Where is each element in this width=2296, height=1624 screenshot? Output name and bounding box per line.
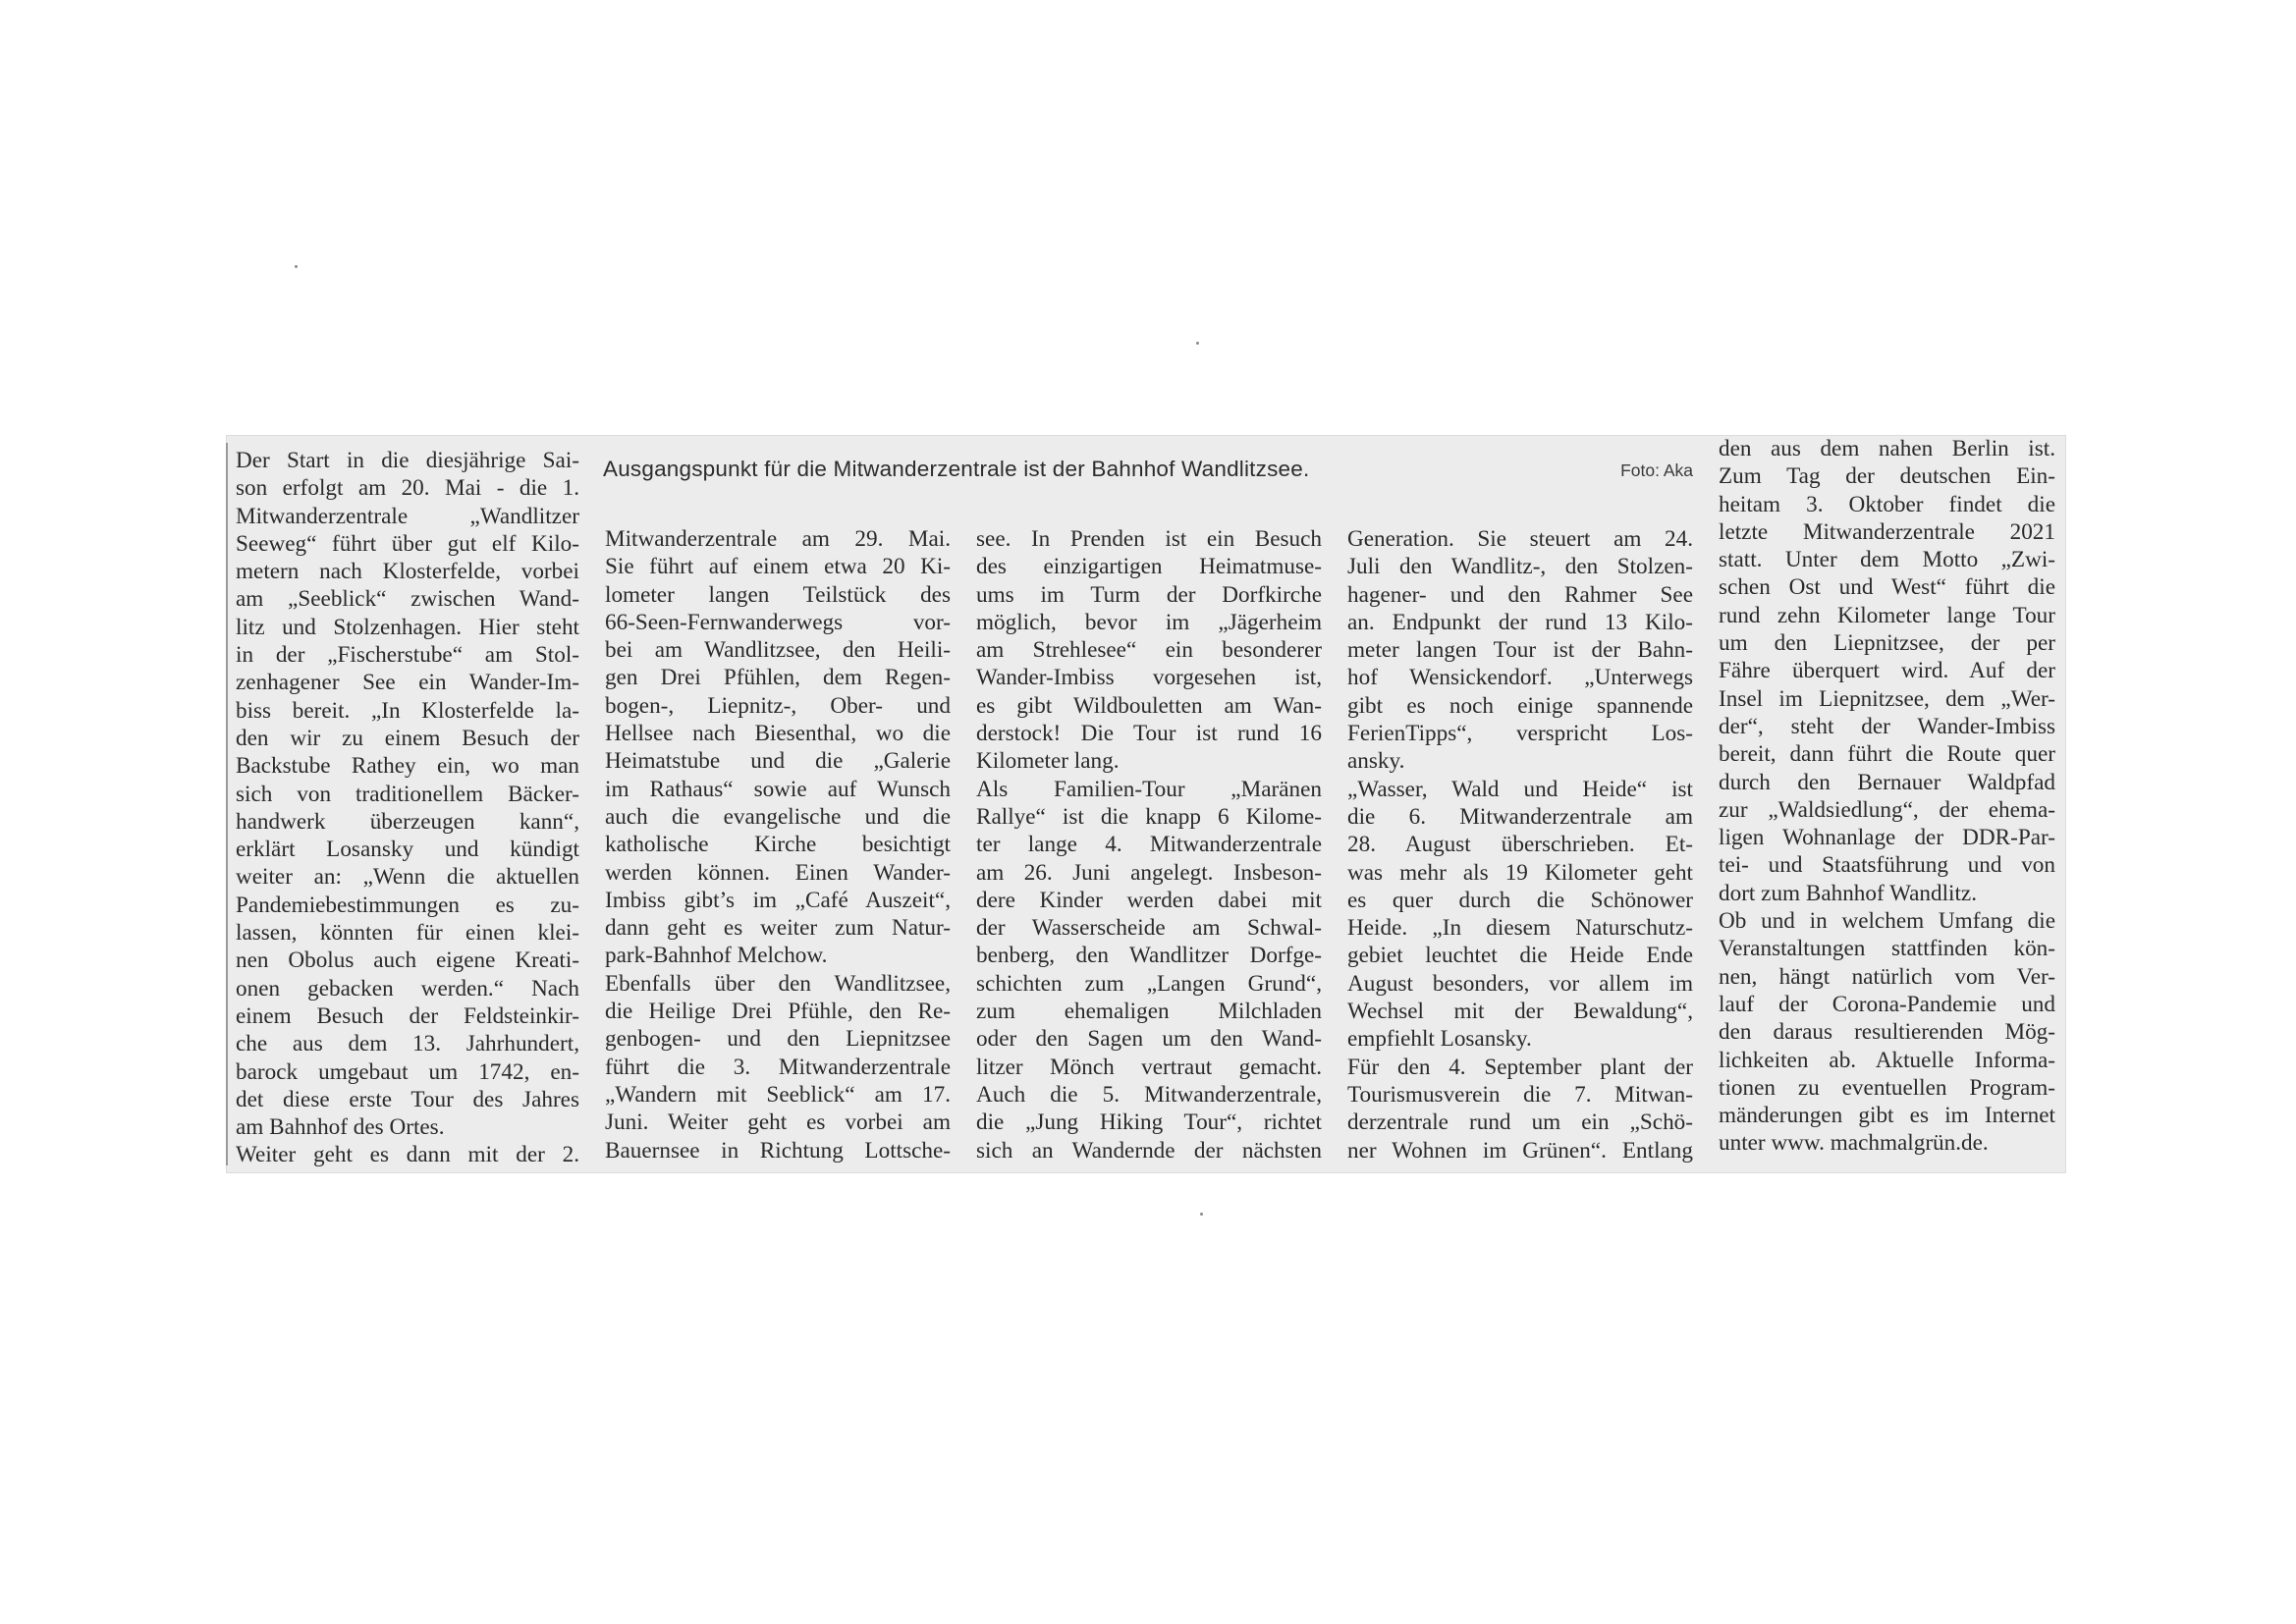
article-line: den wir zu einem Besuch der (236, 725, 579, 751)
article-line: Heide. „In diesem Naturschutz- (1347, 915, 1693, 942)
article-line: den daraus resultierenden Mög- (1719, 1019, 2055, 1046)
article-line: die 6. Mitwanderzentrale am (1347, 803, 1693, 830)
article-line: Pandemiebestimmungen es zu- (236, 892, 579, 918)
article-line: tionen zu eventuellen Program- (1719, 1074, 2055, 1101)
article-line: bogen-, Liepnitz-, Ober- und (605, 692, 951, 719)
article-line: metern nach Klosterfelde, vorbei (236, 559, 579, 585)
article-line: Wander-Imbiss vorgesehen ist, (976, 665, 1322, 691)
article-line: ansky. (1347, 748, 1405, 775)
article-line: zenhagener See ein Wander-Im- (236, 670, 579, 696)
article-line: schichten zum „Langen Grund“, (976, 970, 1322, 997)
article-line: führt die 3. Mitwanderzentrale (605, 1054, 951, 1080)
article-line: des einzigartigen Heimatmuse- (976, 554, 1322, 580)
article-line: bereit, dann führt die Route quer (1719, 741, 2055, 768)
article-line: ter lange 4. Mitwanderzentrale (976, 832, 1322, 858)
article-line: ums im Turm der Dorfkirche (976, 581, 1322, 608)
article-line: es quer durch die Schönower (1347, 887, 1693, 913)
article-line: bei am Wandlitzsee, den Heili- (605, 637, 951, 664)
article-line: die „Jung Hiking Tour“, richtet (976, 1110, 1322, 1136)
article-line: Seeweg“ führt über gut elf Kilo- (236, 530, 579, 557)
article-line: 28. August überschrieben. Et- (1347, 832, 1693, 858)
article-line: Für den 4. September plant der (1347, 1054, 1693, 1080)
article-column-5 (1719, 435, 2055, 1158)
article-line: rund zehn Kilometer lange Tour (1719, 602, 2055, 628)
article-line: statt. Unter dem Motto „Zwi- (1719, 547, 2055, 573)
article-line: Ebenfalls über den Wandlitzsee, (605, 970, 951, 997)
article-line: Fähre überquert wird. Auf der (1719, 658, 2055, 684)
article-line: litzer Mönch vertraut gemacht. (976, 1054, 1322, 1080)
article-line: ligen Wohnanlage der DDR-Par- (1719, 825, 2055, 851)
article-line: lauf der Corona-Pandemie und (1719, 991, 2055, 1017)
article-line: dort zum Bahnhof Wandlitz. (1719, 880, 1978, 906)
article-line: möglich, bevor im „Jägerheim (976, 609, 1322, 635)
article-column-1 (236, 447, 579, 1169)
article-line: benberg, den Wandlitzer Dorfge- (976, 943, 1322, 969)
article-line: che aus dem 13. Jahrhundert, (236, 1031, 579, 1057)
article-line: in der „Fischerstube“ am Stol- (236, 642, 579, 669)
article-line: sich von traditionellem Bäcker- (236, 781, 579, 807)
article-line: Generation. Sie steuert am 24. (1347, 526, 1693, 552)
article-line: det diese erste Tour des Jahres (236, 1086, 579, 1112)
article-line: es gibt Wildbouletten am Wan- (976, 692, 1322, 719)
article-line: dere Kinder werden dabei mit (976, 887, 1322, 913)
article-line: mänderungen gibt es im Internet (1719, 1103, 2055, 1129)
article-line: barock umgebaut um 1742, en- (236, 1058, 579, 1085)
article-line: tei- und Staatsführung und von (1719, 852, 2055, 879)
photo-credit: Foto: Aka (1620, 460, 1693, 480)
article-line: den aus dem nahen Berlin ist. (1719, 436, 2055, 461)
article-line: werden können. Einen Wander- (605, 859, 951, 886)
article-line: Kilometer lang. (976, 748, 1120, 775)
article-line: derzentrale rund um ein „Schö- (1347, 1110, 1693, 1136)
article-line: Auch die 5. Mitwanderzentrale, (976, 1081, 1322, 1108)
article-line: auch die evangelische und die (605, 803, 951, 830)
article-column-2 (605, 525, 951, 1164)
article-line: Backstube Rathey ein, wo man (236, 753, 579, 780)
article-line: hagener- und den Rahmer See (1347, 581, 1693, 608)
newspaper-clipping (226, 435, 2066, 1173)
article-line: Juli den Wandlitz-, den Stolzen- (1347, 554, 1693, 580)
article-line: gebiet leuchtet die Heide Ende (1347, 943, 1693, 969)
article-line: Als Familien-Tour „Maränen (976, 776, 1322, 802)
article-line: lometer langen Teilstück des (605, 581, 951, 608)
article-column-3 (976, 525, 1322, 1164)
article-line: Imbiss gibt’s im „Café Auszeit“, (605, 887, 951, 913)
article-line: Veranstaltungen stattfinden kön- (1719, 936, 2055, 962)
photo-caption: Ausgangspunkt für die Mitwanderzentrale ist der Bahnhof Wandlitzsee. (603, 457, 1310, 481)
article-line: einem Besuch der Feldsteinkir- (236, 1002, 579, 1029)
article-line: im Rathaus“ sowie auf Wunsch (605, 776, 951, 802)
article-line: Der Start in die diesjährige Sai- (236, 448, 579, 473)
article-line: litz und Stolzenhagen. Hier steht (236, 614, 579, 640)
article-line: son erfolgt am 20. Mai - die 1. (236, 475, 579, 502)
article-line: am 26. Juni angelegt. Insbeson- (976, 859, 1322, 886)
article-line: Ob und in welchem Umfang die (1719, 908, 2055, 935)
article-line: Bauernsee in Richtung Lottsche- (605, 1137, 951, 1164)
article-line: derstock! Die Tour ist rund 16 (976, 721, 1322, 747)
article-line: Rallye“ ist die knapp 6 Kilome- (976, 803, 1322, 830)
article-line: Heimatstube und die „Galerie (605, 748, 951, 775)
article-line: FerienTipps“, verspricht Los- (1347, 721, 1693, 747)
article-line: der Wasserscheide am Schwal- (976, 915, 1322, 942)
article-line: am Bahnhof des Ortes. (236, 1114, 445, 1141)
article-line: Zum Tag der deutschen Ein- (1719, 463, 2055, 490)
article-line: zur „Waldsiedlung“, der ehema- (1719, 796, 2055, 823)
article-line: Mitwanderzentrale am 29. Mai. (605, 526, 951, 552)
article-line: am „Seeblick“ zwischen Wand- (236, 586, 579, 613)
article-line: dann geht es weiter zum Natur- (605, 915, 951, 942)
article-line: Weiter geht es dann mit der 2. (236, 1142, 579, 1168)
article-line: heitam 3. Oktober findet die (1719, 491, 2055, 517)
photo-caption-row (603, 453, 1693, 492)
article-line: Sie führt auf einem etwa 20 Ki- (605, 554, 951, 580)
article-line: am Strehlesee“ ein besonderer (976, 637, 1322, 664)
article-line: erklärt Losansky und kündigt (236, 837, 579, 863)
article-line: nen Obolus auch eigene Kreati- (236, 947, 579, 974)
article-line: zum ehemaligen Milchladen (976, 999, 1322, 1025)
article-line: Mitwanderzentrale „Wandlitzer (236, 503, 579, 529)
article-line: park-Bahnhof Melchow. (605, 943, 828, 969)
article-line: lassen, könnten für einen klei- (236, 920, 579, 947)
article-line: Wechsel mit der Bewaldung“, (1347, 999, 1693, 1025)
article-line: 66-Seen-Fernwanderwegs vor- (605, 609, 951, 635)
article-line: Tourismusverein die 7. Mitwan- (1347, 1081, 1693, 1108)
article-line: durch den Bernauer Waldpfad (1719, 769, 2055, 795)
article-line: nen, hängt natürlich vom Ver- (1719, 963, 2055, 990)
article-line: gen Drei Pfühlen, dem Regen- (605, 665, 951, 691)
article-line: um den Liepnitzsee, der per (1719, 630, 2055, 657)
article-line: an. Endpunkt der rund 13 Kilo- (1347, 609, 1693, 635)
article-line: was mehr als 19 Kilometer geht (1347, 859, 1693, 886)
article-line: lichkeiten ab. Aktuelle Informa- (1719, 1047, 2055, 1073)
article-line: hof Wensickendorf. „Unterwegs (1347, 665, 1693, 691)
article-line: gibt es noch einige spannende (1347, 692, 1693, 719)
article-line: see. In Prenden ist ein Besuch (976, 526, 1322, 552)
article-line: genbogen- und den Liepnitzsee (605, 1026, 951, 1053)
article-line: letzte Mitwanderzentrale 2021 (1719, 518, 2055, 545)
article-line: weiter an: „Wenn die aktuellen (236, 864, 579, 891)
article-line: katholische Kirche besichtigt (605, 832, 951, 858)
article-line: Hellsee nach Biesenthal, wo die (605, 721, 951, 747)
article-line: biss bereit. „In Klosterfelde la- (236, 697, 579, 724)
article-line: August besonders, vor allem im (1347, 970, 1693, 997)
article-line: schen Ost und West“ führt die (1719, 574, 2055, 601)
article-column-4 (1347, 525, 1693, 1164)
article-line: unter www. machmalgrün.de. (1719, 1130, 1989, 1157)
article-line: sich an Wandernde der nächsten (976, 1137, 1322, 1164)
scan-speck (1196, 342, 1199, 345)
clipping-edge (226, 443, 228, 1165)
scan-speck (1200, 1213, 1203, 1216)
article-line: ner Wohnen im Grünen“. Entlang (1347, 1137, 1693, 1164)
article-line: onen gebacken werden.“ Nach (236, 975, 579, 1001)
article-line: oder den Sagen um den Wand- (976, 1026, 1322, 1053)
article-line: Juni. Weiter geht es vorbei am (605, 1110, 951, 1136)
article-line: der“, steht der Wander-Imbiss (1719, 713, 2055, 739)
article-line: „Wasser, Wald und Heide“ ist (1347, 776, 1693, 802)
article-line: empfiehlt Losansky. (1347, 1026, 1532, 1053)
scan-speck (295, 265, 298, 268)
article-line: die Heilige Drei Pfühle, den Re- (605, 999, 951, 1025)
article-line: „Wandern mit Seeblick“ am 17. (605, 1081, 951, 1108)
article-line: meter langen Tour ist der Bahn- (1347, 637, 1693, 664)
article-line: handwerk überzeugen kann“, (236, 808, 579, 835)
article-line: Insel im Liepnitzsee, dem „Wer- (1719, 685, 2055, 712)
